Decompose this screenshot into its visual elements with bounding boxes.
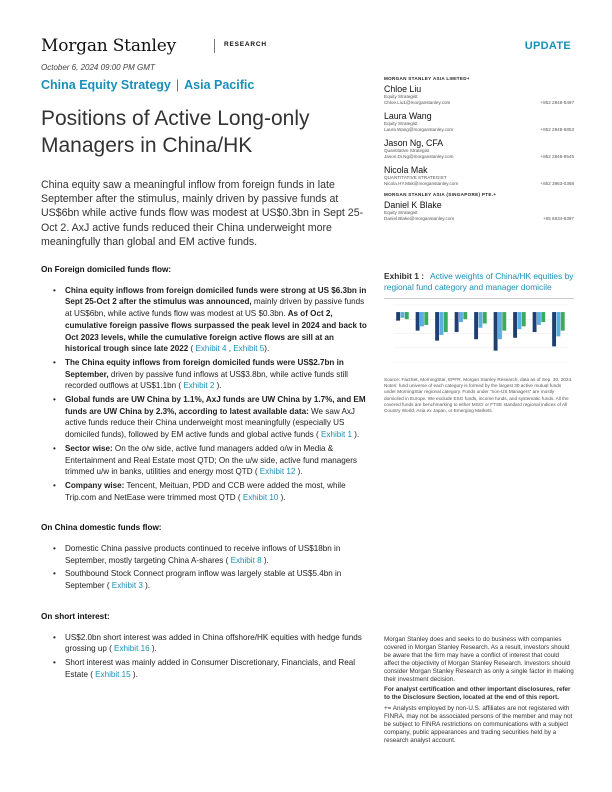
report-header	[41, 36, 571, 58]
chart-bar	[455, 312, 459, 332]
chart-bar	[463, 312, 467, 319]
chart-bar	[494, 312, 498, 351]
chart-bar	[522, 312, 526, 326]
analyst-role: Equity Strategist	[384, 121, 418, 126]
chart-bar	[483, 312, 487, 323]
disclaimer-paragraph: += Analysts employed by non-U.S. affiliates are not registered with FINRA, may not be associated persons of the member and may not be subject to FINRA restrictions on communications with a subject company, public appearances and trading securities held by a research analyst account.	[384, 705, 573, 744]
analyst-email[interactable]: Daniel.Blake@morganstanley.com	[384, 216, 455, 221]
text: driven by passive fund inflows at US$3.8bn, while active funds still recorded outflows at US$1.1bn (	[65, 369, 348, 391]
list-item	[53, 632, 367, 655]
tag-separator: |	[175, 78, 180, 92]
analyst-card	[384, 138, 574, 160]
chart-bar	[435, 312, 439, 341]
chart-bar	[478, 312, 482, 328]
section-heading-foreign: On Foreign domiciled funds flow:	[41, 265, 172, 274]
list-item	[53, 394, 367, 441]
chart-bar	[537, 312, 541, 325]
bold-text: Global funds are UW China by 1.1%, AxJ funds are UW China by 1.7%, and EM funds are UW China by 2.3%, according to latest available data:	[65, 395, 366, 416]
text: ).	[278, 492, 286, 502]
analyst-card	[384, 165, 574, 187]
list-item	[53, 657, 367, 680]
analyst-email[interactable]: Laura.Wang@morganstanley.com	[384, 127, 454, 132]
chart-bar	[561, 312, 565, 331]
analyst-card	[384, 200, 574, 222]
text: ).	[130, 669, 138, 679]
chart-bar	[498, 312, 502, 339]
text: ).	[142, 581, 151, 591]
bold-text: Sector wise:	[65, 443, 113, 453]
analyst-email[interactable]: Chloe.Liu1@morganstanley.com	[384, 100, 451, 105]
text: ).	[214, 381, 222, 391]
list-item	[53, 285, 367, 355]
text: Short interest was mainly added in Consumer Discretionary, Financials, and Real Estate (	[65, 657, 356, 679]
analyst-phone: +852 2848-5497	[540, 100, 574, 105]
analyst-name: Jason Ng, CFA	[384, 138, 444, 148]
chart-bar	[513, 312, 517, 338]
update-badge: UPDATE	[524, 40, 571, 52]
section-heading-domestic: On China domestic funds flow:	[41, 523, 162, 533]
text: Domestic China passive products continued to receive inflows of US$18bn in September, mostly targeting China A-shares (	[65, 544, 341, 565]
exhibit-link[interactable]: Exhibit 4	[195, 344, 227, 354]
exhibit-link[interactable]: Exhibit 16	[114, 644, 150, 654]
chart-bar	[474, 312, 478, 339]
text: On the o/w side, active fund managers added o/w in Media & Entertainment and Real Estate most QTD; On the u/w side, active fund managers trimmed u/w in banks, utilities and energy most QTD (	[65, 443, 357, 477]
research-label: RESEARCH	[224, 41, 267, 48]
chart-bar	[502, 312, 506, 331]
text: ).	[295, 467, 303, 477]
text: ).	[352, 430, 360, 440]
exhibit-link[interactable]: Exhibit 10	[242, 492, 279, 502]
chart-bar	[400, 312, 404, 318]
tag-asia-pacific[interactable]: Asia Pacific	[184, 78, 255, 92]
category-tags	[41, 78, 254, 92]
chart-bar	[420, 312, 424, 326]
analyst-panel	[384, 76, 574, 227]
analyst-phone: +65 6834-6397	[542, 216, 574, 221]
exhibit-label: Exhibit 1 :	[384, 271, 425, 281]
publish-date: October 6, 2024 09:00 PM GMT	[41, 63, 155, 72]
analyst-card	[384, 84, 574, 106]
list-item	[53, 357, 367, 392]
exhibit-link[interactable]: Exhibit 2	[183, 381, 215, 391]
exhibit-link[interactable]: Exhibit 15	[95, 669, 131, 679]
exhibit-link[interactable]: Exhibit 3	[111, 581, 143, 591]
analyst-card	[384, 111, 574, 133]
text: ).	[264, 344, 270, 354]
chart-bar	[552, 312, 556, 346]
chart-bar	[416, 312, 420, 331]
brand-logo: Morgan Stanley	[41, 36, 177, 56]
disclosure-note: For analyst certification and other important disclosures, refer to the Disclosure Section, located at the end of this report.	[384, 686, 571, 702]
analyst-role: Quantitative Strategist	[384, 148, 430, 153]
exhibit-1	[384, 271, 574, 414]
analyst-name: Daniel K Blake	[384, 200, 442, 210]
org-name: MORGAN STANLEY ASIA (SINGAPORE) PTE.+	[384, 192, 497, 197]
exhibit-link[interactable]: Exhibit 1	[321, 430, 353, 440]
bold-text: China equity inflows from foreign domiciled funds were strong at US $6.3bn in Sept 25-Oct 2 after the stimulus was announced,	[65, 285, 367, 307]
org-name: MORGAN STANLEY ASIA LIMITED+	[384, 76, 470, 81]
text: ,	[226, 344, 234, 354]
list-item	[53, 568, 367, 591]
text: We saw AxJ active funds reduce their China underweight most meaningfully (especially US domiciled funds), followed by EM active funds and global active funds (	[65, 406, 355, 440]
chart-bar	[444, 312, 448, 332]
analyst-email[interactable]: Jason.Di.Ng@morganstanley.com	[384, 154, 454, 159]
tag-china-equity-strategy[interactable]: China Equity Strategy	[41, 78, 171, 92]
list-item	[53, 543, 367, 566]
disclaimer-paragraph: Morgan Stanley does and seeks to do business with companies covered in Morgan Stanley Research. As a result, investors should be aware that the firm may have a conflict of interest that could affect the objectivity of Morgan Stanley Research. Investors should consider Morgan Stanley Research as only a single factor in making their investment decision.	[384, 636, 574, 683]
chart-bar	[439, 312, 443, 335]
domestic-bullets	[53, 543, 367, 592]
analyst-role: Equity Strategist	[384, 210, 418, 215]
text: Tencent, Meituan, PDD and CCB were added the most, while Trip.com and NetEase were trimmed most QTD (	[65, 480, 346, 502]
report-summary: China equity saw a meaningful inflow from foreign funds in late September after the stimulus, mainly driven by passive funds at US$6bn while active funds flow was modest at US$0.3bn in Sept 25-Oct 2. AxJ active funds reduced their China underweight more meaningfully than global and EM active funds.	[41, 179, 364, 248]
analyst-phone: +852 3963-0368	[540, 181, 574, 186]
chart-bar	[459, 312, 463, 322]
text: ).	[261, 555, 269, 565]
analyst-name: Laura Wang	[384, 111, 432, 121]
section-heading-short: On short interest:	[41, 611, 110, 621]
analyst-role: Equity Strategist	[384, 94, 418, 99]
text: Southbound Stock Connect program inflow was largely stable at US$5.4bn in September (	[65, 569, 342, 591]
text: mainly driven by passive funds at US$6bn, while active funds flow was modest at US $0.3bn.	[65, 297, 365, 319]
chart-bar	[517, 312, 521, 329]
chart-bar	[405, 312, 409, 319]
chart-bar	[556, 312, 560, 336]
analyst-email[interactable]: Nicola.HY.Mak@morganstanley.com	[384, 181, 459, 186]
chart-bar	[396, 312, 400, 321]
chart-bar	[541, 312, 545, 322]
short-bullets	[53, 632, 367, 681]
text: (	[188, 344, 196, 354]
disclaimer	[384, 636, 574, 748]
exhibit-link[interactable]: Exhibit 12	[259, 467, 296, 477]
exhibit-caption: Active weights of China/HK equities by regional fund category and manager domicile	[384, 271, 574, 292]
exhibit-title	[384, 271, 574, 293]
bold-text: Company wise:	[65, 480, 125, 490]
analyst-phone: +852 2848-6853	[540, 127, 574, 132]
report-body	[41, 264, 367, 688]
analyst-phone: +852 2848-8545	[540, 154, 574, 159]
exhibit-source: Source: FactSet, MorningStar, EPFR, Morgan Stanley Research; data as of Sep. 30, 2024. Notes: fund universe of each category is formed by the largest 30 active mutual funds under MorningStar regional category. Funds under "non-US Managers" are mostly domiciled in Europe. We exclude ESG funds, income funds, and systematic funds. All the covered funds are benchmarking to either MSCI or FTSE standard regional indices of All Country World, Asia ex Japan, or Emerging Markets.	[384, 377, 573, 414]
exhibit-link[interactable]: Exhibit 8	[230, 555, 262, 565]
text: US$2.0bn short interest was added in China offshore/HK equities with hedge funds grossing up (	[65, 632, 362, 654]
exhibit-chart	[384, 298, 574, 368]
chart-bar	[533, 312, 537, 332]
list-item	[53, 443, 367, 478]
text: ).	[149, 644, 157, 654]
analyst-role: QUANTITATIVE STRATEGIST	[384, 175, 447, 180]
bold-text: The China equity inflows from foreign domiciled funds were US$2.7bn in September,	[65, 357, 344, 379]
bold-text: As of Oct 2, cumulative foreign passive flows surpassed the peak level in 2024 and back to Oct 2023 levels, while the cumulative foreign active flows are sill at an historical trough since late 2022	[65, 309, 367, 354]
analyst-name: Nicola Mak	[384, 165, 428, 175]
report-title: Positions of Active Long-only Managers in China/HK	[41, 107, 310, 157]
analyst-name: Chloe Liu	[384, 84, 422, 94]
list-item	[53, 480, 367, 503]
exhibit-link[interactable]: Exhibit 5	[233, 344, 265, 354]
foreign-bullets	[53, 285, 367, 504]
chart-bar	[424, 312, 428, 325]
logo-divider	[214, 39, 215, 53]
